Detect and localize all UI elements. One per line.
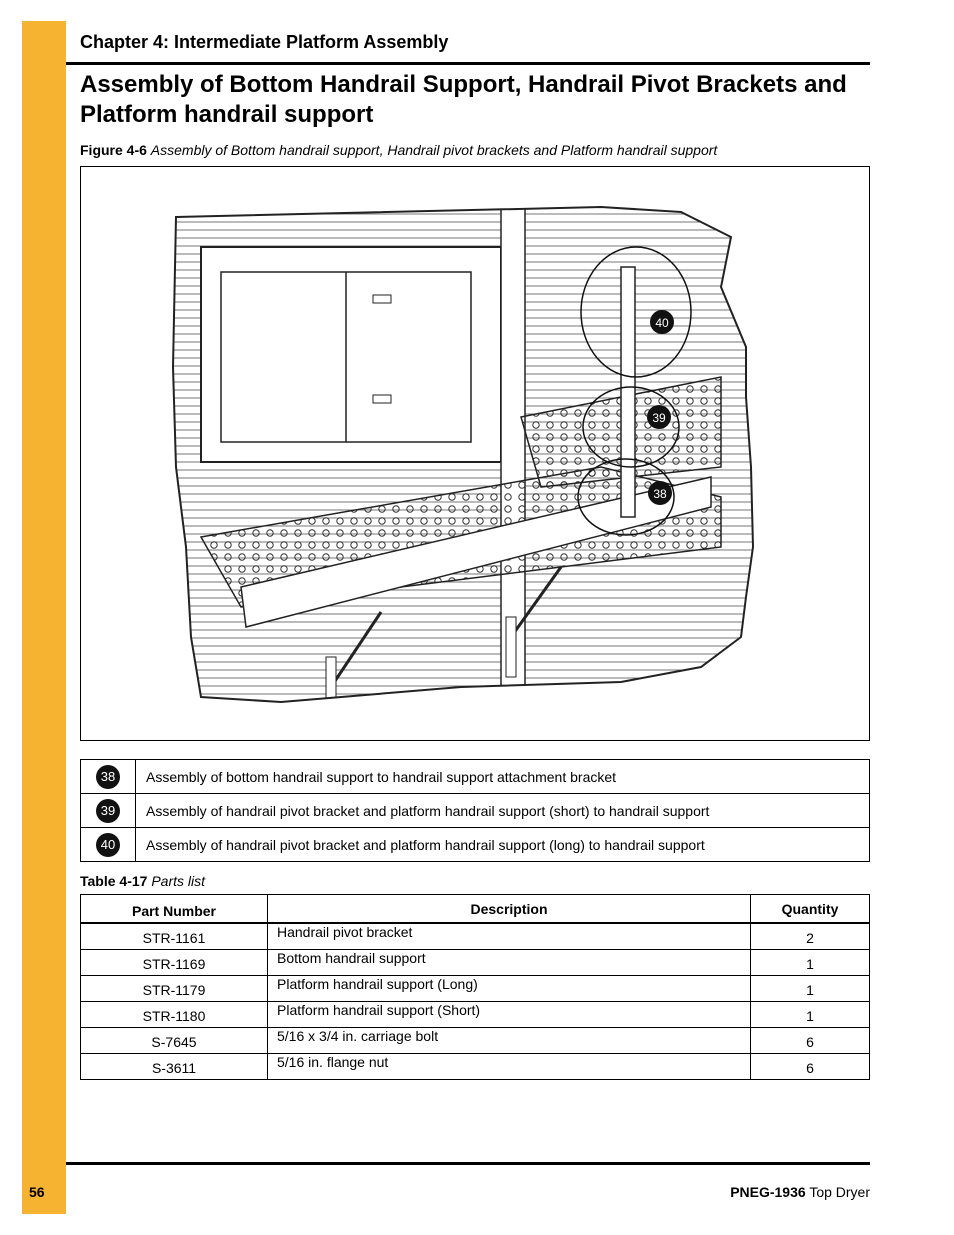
document-id <box>730 1184 870 1200</box>
assembly-illustration <box>81 167 869 740</box>
callout-row <box>81 794 870 828</box>
header-description: Description <box>268 895 751 924</box>
description-cell: Platform handrail support (Short) <box>268 1002 751 1028</box>
description-cell: 5/16 x 3/4 in. carriage bolt <box>268 1028 751 1054</box>
header-quantity: Quantity <box>751 895 870 924</box>
table-row <box>81 976 870 1002</box>
callout-badge: 38 <box>96 765 120 789</box>
header-rule <box>66 62 870 65</box>
table-label: Table 4-17 <box>80 873 148 889</box>
description-cell: 5/16 in. flange nut <box>268 1054 751 1080</box>
page-title: Assembly of Bottom Handrail Support, Handrail Pivot Brackets and Platform handrail support <box>80 71 847 128</box>
callout-39-label: 39 <box>652 411 666 425</box>
figure-caption-text: Assembly of Bottom handrail support, Handrail pivot brackets and Platform handrail support <box>150 142 718 158</box>
part-number-cell: STR-1179 <box>81 976 268 1002</box>
table-caption-text: Parts list <box>151 873 206 889</box>
parts-list-table <box>80 894 870 1080</box>
doc-name: Top Dryer <box>809 1184 870 1200</box>
part-number-cell: S-7645 <box>81 1028 268 1054</box>
footer-rule <box>66 1162 870 1165</box>
callout-row <box>81 760 870 794</box>
table-row <box>81 923 870 950</box>
callout-badge: 39 <box>96 799 120 823</box>
table-row <box>81 1054 870 1080</box>
figure-caption <box>80 142 717 158</box>
part-number-cell: STR-1161 <box>81 923 268 950</box>
quantity-cell: 6 <box>751 1054 870 1080</box>
figure-label: Figure 4-6 <box>80 142 147 158</box>
callout-40-label: 40 <box>655 316 669 330</box>
part-number-cell: S-3611 <box>81 1054 268 1080</box>
quantity-cell: 1 <box>751 950 870 976</box>
side-color-bar <box>22 21 66 1214</box>
callout-39 <box>647 405 671 429</box>
callout-legend-table <box>80 759 870 862</box>
callout-38 <box>648 481 672 505</box>
callout-badge: 40 <box>96 833 120 857</box>
callout-40 <box>650 310 674 334</box>
quantity-cell: 2 <box>751 923 870 950</box>
callout-text: Assembly of bottom handrail support to handrail support attachment bracket <box>136 760 870 794</box>
table-row <box>81 1002 870 1028</box>
part-number-cell: STR-1169 <box>81 950 268 976</box>
description-cell: Platform handrail support (Long) <box>268 976 751 1002</box>
quantity-cell: 1 <box>751 1002 870 1028</box>
chapter-heading: Chapter 4: Intermediate Platform Assembly <box>80 32 449 52</box>
part-number-cell: STR-1180 <box>81 1002 268 1028</box>
quantity-cell: 1 <box>751 976 870 1002</box>
page-number: 56 <box>29 1184 45 1200</box>
callout-38-label: 38 <box>653 487 667 501</box>
callout-text: Assembly of handrail pivot bracket and platform handrail support (short) to handrail support <box>136 794 870 828</box>
table-header-row <box>81 895 870 924</box>
callout-text: Assembly of handrail pivot bracket and platform handrail support (long) to handrail support <box>136 828 870 862</box>
assembly-figure <box>80 166 870 741</box>
description-cell: Handrail pivot bracket <box>268 923 751 950</box>
table-row <box>81 950 870 976</box>
callout-row <box>81 828 870 862</box>
header-part-number: Part Number <box>81 895 268 924</box>
description-cell: Bottom handrail support <box>268 950 751 976</box>
quantity-cell: 6 <box>751 1028 870 1054</box>
table-row <box>81 1028 870 1054</box>
table-caption <box>80 873 205 889</box>
doc-code: PNEG-1936 <box>730 1184 806 1200</box>
